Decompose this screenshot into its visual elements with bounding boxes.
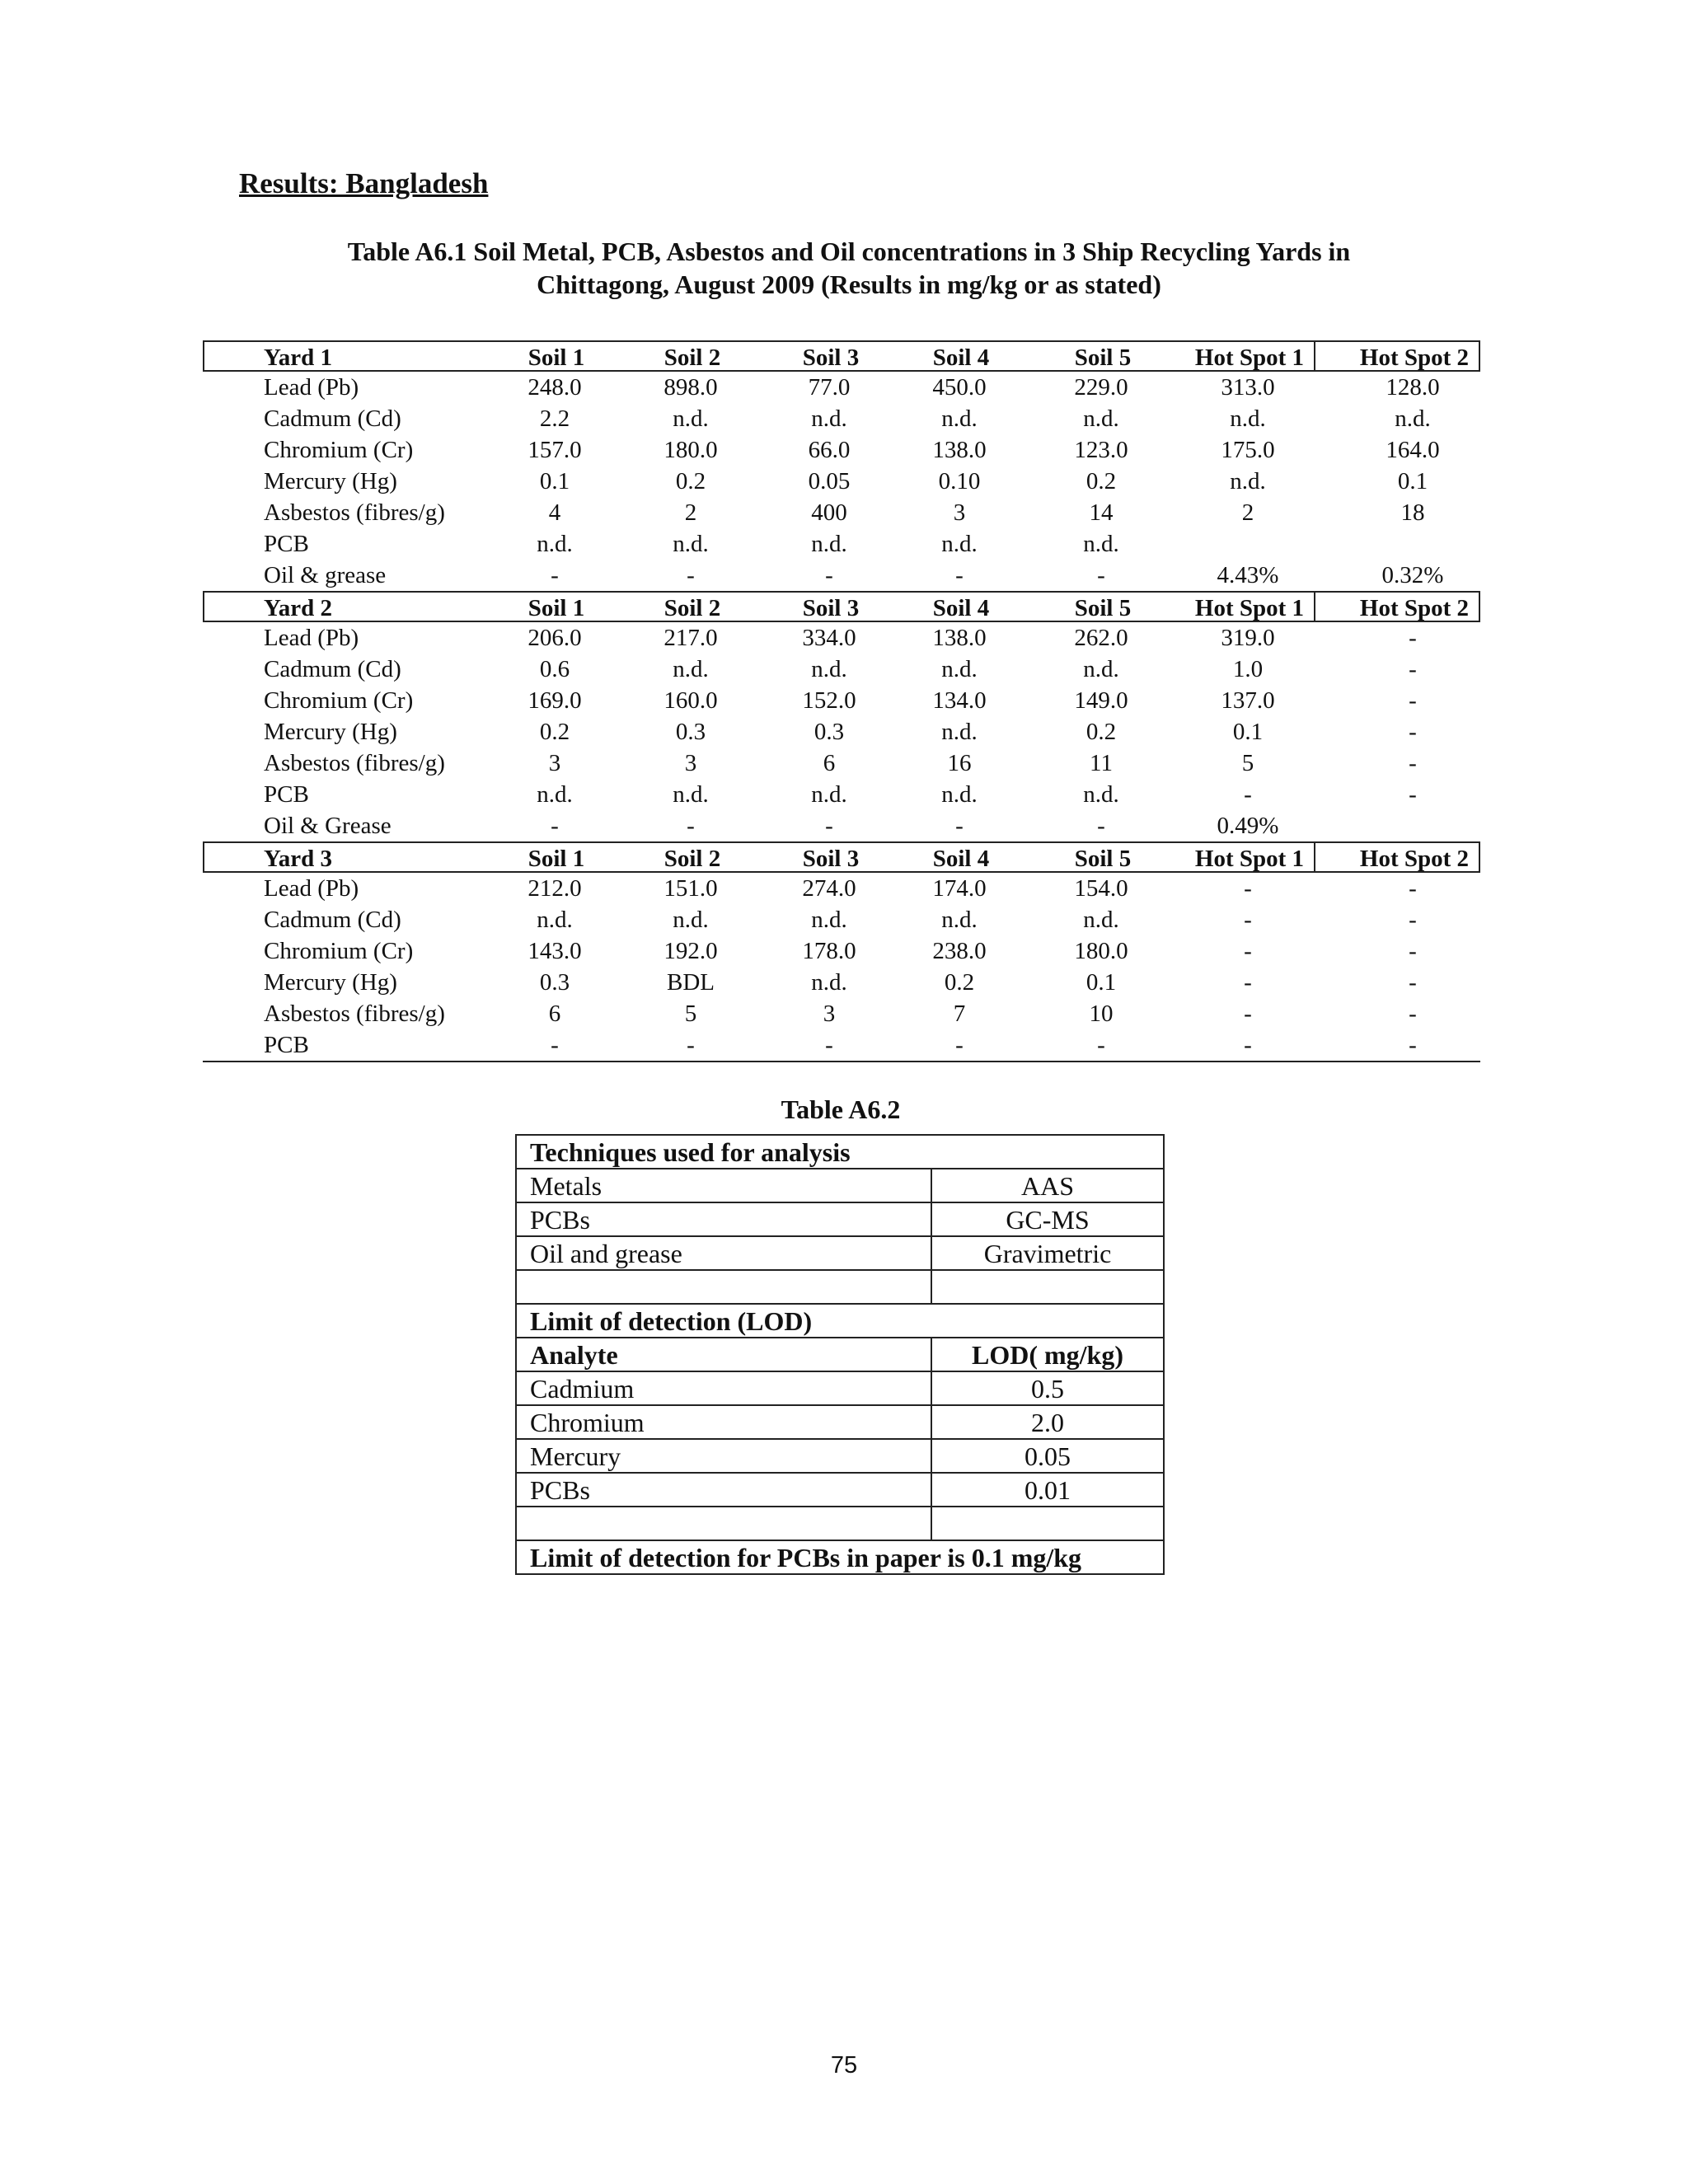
table-row [516, 1338, 1164, 1371]
table-cell: - [1409, 750, 1417, 776]
table-cell: 4 [548, 499, 561, 526]
row-label: Mercury (Hg) [264, 719, 397, 745]
row-label: PCB [264, 531, 309, 557]
table-cell: - [955, 813, 964, 839]
row-label: Lead (Pb) [264, 374, 359, 401]
table-cell: n.d. [811, 907, 847, 933]
table-cell: - [1409, 781, 1417, 808]
table-cell: 152.0 [802, 687, 856, 714]
yard-name: Yard 2 [264, 595, 332, 621]
technique-method: AAS [931, 1169, 1164, 1202]
table-cell: n.d. [811, 969, 847, 996]
row-label: PCB [264, 781, 309, 808]
empty-cell [516, 1270, 931, 1304]
table-cell: 0.1 [1397, 468, 1428, 494]
table-cell: 274.0 [802, 875, 856, 902]
table-row-empty [516, 1270, 1164, 1304]
lod-analyte: Cadmium [516, 1371, 931, 1405]
column-header: Hot Spot 1 [1194, 595, 1305, 621]
table-cell: 2 [1241, 499, 1254, 526]
yard-header-row [203, 841, 1480, 873]
table-cell: 0.3 [814, 719, 845, 745]
technique-item: Metals [516, 1169, 931, 1202]
table-cell: 157.0 [528, 437, 582, 463]
column-header: Soil 2 [663, 846, 721, 872]
table-cell: - [551, 562, 559, 588]
table-cell: 11 [1090, 750, 1113, 776]
table-row [516, 1169, 1164, 1202]
table-cell: n.d. [941, 719, 978, 745]
table-cell: 66.0 [808, 437, 851, 463]
table-cell: - [1244, 907, 1252, 933]
caption-line-1: Table A6.1 Soil Metal, PCB, Asbestos and Oil concentrations in 3 Ship Recycling Yards in [347, 237, 1351, 266]
row-label: Cadmum (Cd) [264, 405, 401, 432]
column-header: Hot Spot 2 [1359, 344, 1470, 371]
table-row [203, 716, 1480, 748]
table-cell: 169.0 [528, 687, 582, 714]
table-cell: - [1244, 938, 1252, 964]
table-cell: n.d. [1230, 405, 1266, 432]
table-cell: n.d. [673, 907, 709, 933]
table-cell: - [1409, 969, 1417, 996]
table-cell: 0.49% [1217, 813, 1279, 839]
table-cell: n.d. [1083, 781, 1119, 808]
row-label: Asbestos (fibres/g) [264, 1001, 445, 1027]
table-cell: 0.2 [944, 969, 975, 996]
table-cell: 450.0 [932, 374, 987, 401]
table-cell: - [1244, 1001, 1252, 1027]
column-header: Soil 2 [663, 595, 721, 621]
table-cell: 0.2 [539, 719, 570, 745]
table-cell: 7 [953, 1001, 966, 1027]
table-row [516, 1540, 1164, 1574]
column-header: Soil 2 [663, 344, 721, 371]
table-row [203, 810, 1480, 841]
table-cell: - [1409, 875, 1417, 902]
table-row [203, 403, 1480, 434]
table-cell: 0.2 [1085, 719, 1117, 745]
table-cell: - [1409, 938, 1417, 964]
yard-name: Yard 3 [264, 846, 332, 872]
lod-value: 0.01 [931, 1473, 1164, 1507]
table-cell: - [551, 813, 559, 839]
table-row [203, 998, 1480, 1029]
table-cell: 262.0 [1074, 625, 1128, 651]
table-cell: 14 [1089, 499, 1114, 526]
table-cell: 128.0 [1386, 374, 1440, 401]
table-cell: - [955, 1032, 964, 1058]
column-header: Soil 5 [1074, 846, 1132, 872]
table-cell: n.d. [1395, 405, 1431, 432]
table-cell: - [955, 562, 964, 588]
table-cell: - [1244, 969, 1252, 996]
table-cell: n.d. [673, 781, 709, 808]
table-cell: - [1244, 875, 1252, 902]
table-cell: n.d. [1083, 531, 1119, 557]
table-cell: 138.0 [932, 437, 987, 463]
column-header: Soil 1 [528, 344, 585, 371]
table-row [203, 372, 1480, 403]
row-label: Cadmum (Cd) [264, 656, 401, 682]
table-cell: 206.0 [528, 625, 582, 651]
column-header: Hot Spot 1 [1194, 344, 1305, 371]
table-cell: 0.1 [1232, 719, 1264, 745]
lod-header: Limit of detection (LOD) [516, 1304, 1164, 1338]
table-cell: n.d. [673, 656, 709, 682]
table-cell: 229.0 [1074, 374, 1128, 401]
table-cell: n.d. [811, 405, 847, 432]
table-cell: 174.0 [932, 875, 987, 902]
table-cell: 123.0 [1074, 437, 1128, 463]
table-cell: 6 [548, 1001, 561, 1027]
technique-method: Gravimetric [931, 1236, 1164, 1270]
table-cell: 898.0 [663, 374, 718, 401]
table-cell: 0.2 [1085, 468, 1117, 494]
table-cell: 160.0 [663, 687, 718, 714]
row-label: Cadmum (Cd) [264, 907, 401, 933]
empty-cell [931, 1270, 1164, 1304]
table-row [203, 935, 1480, 967]
table-cell: n.d. [941, 781, 978, 808]
table-row [203, 560, 1480, 591]
table-cell: - [825, 1032, 833, 1058]
table-row [203, 967, 1480, 998]
table-cell: 175.0 [1221, 437, 1275, 463]
lod-footer-note: Limit of detection for PCBs in paper is 0.1 mg/kg [516, 1540, 1164, 1574]
page-heading: Results: Bangladesh [239, 167, 489, 199]
table-row [516, 1405, 1164, 1439]
table-row [203, 528, 1480, 560]
table-cell: 0.6 [539, 656, 570, 682]
table-cell: 143.0 [528, 938, 582, 964]
table-cell: - [687, 813, 695, 839]
yard-name: Yard 1 [264, 344, 332, 371]
table-cell: - [825, 813, 833, 839]
table-cell: 5 [684, 1001, 697, 1027]
table-cell: 1.0 [1232, 656, 1264, 682]
table-row [203, 497, 1480, 528]
empty-cell [516, 1507, 931, 1540]
table-cell: - [1409, 625, 1417, 651]
table-row [516, 1304, 1164, 1338]
table-cell: - [1097, 813, 1105, 839]
table-cell: n.d. [811, 531, 847, 557]
table-cell: n.d. [537, 781, 573, 808]
table-cell: 0.32% [1381, 562, 1444, 588]
lod-value: 0.05 [931, 1439, 1164, 1473]
table-cell: 212.0 [528, 875, 582, 902]
table-row [516, 1473, 1164, 1507]
table-row [203, 1029, 1480, 1062]
table-cell: 334.0 [802, 625, 856, 651]
row-label: Asbestos (fibres/g) [264, 499, 445, 526]
yard-header-row [203, 340, 1480, 372]
column-header: Soil 3 [802, 595, 860, 621]
table-cell: 0.1 [539, 468, 570, 494]
table-row [516, 1371, 1164, 1405]
yard-header-row [203, 591, 1480, 622]
table-cell: - [687, 562, 695, 588]
table-cell: - [1097, 562, 1105, 588]
table-cell: 0.1 [1085, 969, 1117, 996]
table-a62-caption: Table A6.2 [781, 1094, 901, 1124]
table-a62 [515, 1134, 1165, 1575]
table-cell: - [551, 1032, 559, 1058]
table-cell: - [1409, 687, 1417, 714]
table-cell: 400 [811, 499, 847, 526]
row-label: Lead (Pb) [264, 625, 359, 651]
table-cell: - [687, 1032, 695, 1058]
lod-analyte: Mercury [516, 1439, 931, 1473]
column-header: Soil 4 [932, 595, 990, 621]
table-cell: 319.0 [1221, 625, 1275, 651]
table-cell: 164.0 [1386, 437, 1440, 463]
table-cell: 149.0 [1074, 687, 1128, 714]
table-cell: 248.0 [528, 374, 582, 401]
table-row [203, 434, 1480, 466]
row-label: Asbestos (fibres/g) [264, 750, 445, 776]
table-row-empty [516, 1507, 1164, 1540]
table-cell: 192.0 [663, 938, 718, 964]
row-label: Lead (Pb) [264, 875, 359, 902]
table-cell: n.d. [941, 531, 978, 557]
table-row [203, 873, 1480, 904]
table-cell: 16 [947, 750, 972, 776]
lod-col-analyte: Analyte [516, 1338, 931, 1371]
row-label: PCB [264, 1032, 309, 1058]
table-cell: n.d. [811, 656, 847, 682]
table-a61-caption [206, 235, 1492, 301]
lod-value: 2.0 [931, 1405, 1164, 1439]
table-a61 [203, 340, 1480, 1062]
table-row [203, 466, 1480, 497]
empty-cell [931, 1507, 1164, 1540]
table-cell: 0.10 [938, 468, 981, 494]
column-header: Soil 4 [932, 846, 990, 872]
table-row [516, 1202, 1164, 1236]
table-cell: n.d. [537, 907, 573, 933]
table-row [203, 904, 1480, 935]
table-cell: 3 [548, 750, 561, 776]
table-cell: BDL [667, 969, 715, 996]
column-header: Hot Spot 2 [1359, 846, 1470, 872]
row-label: Oil & Grease [264, 813, 392, 839]
column-header: Soil 3 [802, 846, 860, 872]
column-header: Soil 4 [932, 344, 990, 371]
table-cell: n.d. [1083, 405, 1119, 432]
table-cell: 0.3 [539, 969, 570, 996]
table-cell: 0.2 [675, 468, 706, 494]
column-header: Soil 1 [528, 595, 585, 621]
table-cell: - [1409, 907, 1417, 933]
column-header: Soil 1 [528, 846, 585, 872]
lod-analyte: Chromium [516, 1405, 931, 1439]
table-cell: 137.0 [1221, 687, 1275, 714]
table-row [203, 779, 1480, 810]
table-cell: 180.0 [1074, 938, 1128, 964]
table-cell: n.d. [941, 656, 978, 682]
page-number: 75 [830, 2052, 858, 2079]
table-row [203, 654, 1480, 685]
lod-value: 0.5 [931, 1371, 1164, 1405]
table-cell: - [1409, 719, 1417, 745]
table-cell: - [1409, 656, 1417, 682]
table-cell: 2 [684, 499, 697, 526]
table-cell: - [825, 562, 833, 588]
table-cell: n.d. [1083, 656, 1119, 682]
lod-analyte: PCBs [516, 1473, 931, 1507]
table-cell: 3 [823, 1001, 836, 1027]
row-label: Chromium (Cr) [264, 938, 414, 964]
table-cell: 134.0 [932, 687, 987, 714]
table-cell: 238.0 [932, 938, 987, 964]
table-cell: 154.0 [1074, 875, 1128, 902]
table-cell: 180.0 [663, 437, 718, 463]
row-label: Chromium (Cr) [264, 687, 414, 714]
column-header: Soil 5 [1074, 595, 1132, 621]
table-cell: 0.3 [675, 719, 706, 745]
table-cell: 6 [823, 750, 836, 776]
column-header: Soil 3 [802, 344, 860, 371]
column-header: Hot Spot 2 [1359, 595, 1470, 621]
table-cell: - [1409, 1001, 1417, 1027]
table-cell: - [1409, 1032, 1417, 1058]
technique-item: Oil and grease [516, 1236, 931, 1270]
technique-item: PCBs [516, 1202, 931, 1236]
table-cell: 138.0 [932, 625, 987, 651]
table-cell: 10 [1089, 1001, 1114, 1027]
table-cell: n.d. [1083, 907, 1119, 933]
table-cell: 4.43% [1217, 562, 1279, 588]
table-cell: 3 [684, 750, 697, 776]
technique-method: GC-MS [931, 1202, 1164, 1236]
table-row [516, 1135, 1164, 1169]
column-header: Hot Spot 1 [1194, 846, 1305, 872]
table-cell: - [1097, 1032, 1105, 1058]
lod-col-value: LOD( mg/kg) [931, 1338, 1164, 1371]
table-cell: 178.0 [802, 938, 856, 964]
table-cell: 0.05 [808, 468, 851, 494]
table-cell: 151.0 [663, 875, 718, 902]
table-cell: - [1244, 781, 1252, 808]
table-row [203, 685, 1480, 716]
table-cell: 18 [1400, 499, 1425, 526]
table-row [516, 1439, 1164, 1473]
techniques-header: Techniques used for analysis [516, 1135, 1164, 1169]
table-row [516, 1236, 1164, 1270]
row-label: Chromium (Cr) [264, 437, 414, 463]
table-cell: n.d. [941, 405, 978, 432]
table-cell: n.d. [1230, 468, 1266, 494]
table-cell: n.d. [537, 531, 573, 557]
caption-line-2: Chittagong, August 2009 (Results in mg/kg or as stated) [537, 269, 1161, 299]
table-cell: 77.0 [808, 374, 851, 401]
table-cell: 5 [1241, 750, 1254, 776]
table-cell: - [1244, 1032, 1252, 1058]
table-cell: 3 [953, 499, 966, 526]
row-label: Mercury (Hg) [264, 468, 397, 494]
table-cell: n.d. [673, 405, 709, 432]
table-cell: n.d. [811, 781, 847, 808]
table-cell: 2.2 [539, 405, 570, 432]
table-row [203, 622, 1480, 654]
table-cell: 313.0 [1221, 374, 1275, 401]
table-row [203, 748, 1480, 779]
column-header: Soil 5 [1074, 344, 1132, 371]
row-label: Oil & grease [264, 562, 387, 588]
row-label: Mercury (Hg) [264, 969, 397, 996]
table-cell: n.d. [941, 907, 978, 933]
table-cell: n.d. [673, 531, 709, 557]
table-cell: 217.0 [663, 625, 718, 651]
